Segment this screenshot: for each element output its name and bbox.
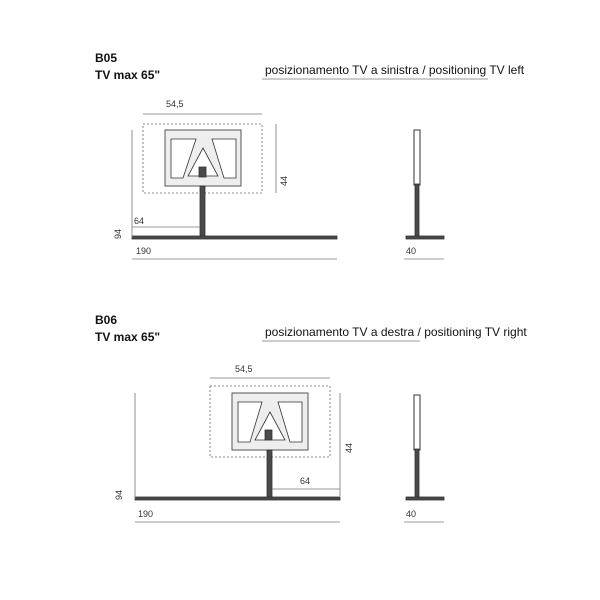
positioning-caption: posizionamento TV a destra / positioning TV right (265, 325, 527, 339)
dim-base-width: 190 (138, 509, 154, 519)
model-code: B06 (95, 313, 118, 327)
base-plate (132, 236, 337, 239)
dim-screen-height: 44 (344, 442, 354, 453)
dim-base-width: 190 (136, 246, 152, 256)
section-b05 (95, 51, 525, 259)
dim-total-height: 94 (113, 228, 123, 239)
side-view-b05 (404, 130, 444, 259)
side-base (406, 497, 444, 500)
model-code: B05 (95, 51, 118, 65)
column (200, 186, 205, 236)
positioning-caption: posizionamento TV a sinistra / positioning TV left (265, 63, 525, 77)
tv-max-size: TV max 65" (95, 68, 161, 82)
plate-clamp (199, 167, 206, 177)
dim-depth: 40 (406, 509, 417, 519)
dim-screen-width: 54,5 (166, 99, 184, 109)
dim-screen-height: 44 (279, 175, 289, 186)
dim-screen-width: 54,5 (235, 364, 253, 374)
dim-depth: 40 (406, 246, 417, 256)
column (267, 450, 272, 497)
side-view-b06 (404, 395, 444, 522)
tv-side-profile (414, 130, 420, 185)
front-view-b06 (114, 364, 354, 522)
side-base (406, 236, 444, 239)
dim-total-height: 94 (114, 489, 124, 500)
front-view-b05 (113, 99, 337, 259)
plate-clamp (265, 430, 272, 440)
dim-column-offset: 64 (134, 216, 145, 226)
side-column (415, 184, 419, 236)
dim-column-offset: 64 (300, 476, 311, 486)
section-b06 (95, 313, 527, 522)
tv-side-profile (414, 395, 420, 450)
side-column (415, 449, 419, 497)
base-plate (135, 497, 340, 500)
tv-max-size: TV max 65" (95, 330, 161, 344)
